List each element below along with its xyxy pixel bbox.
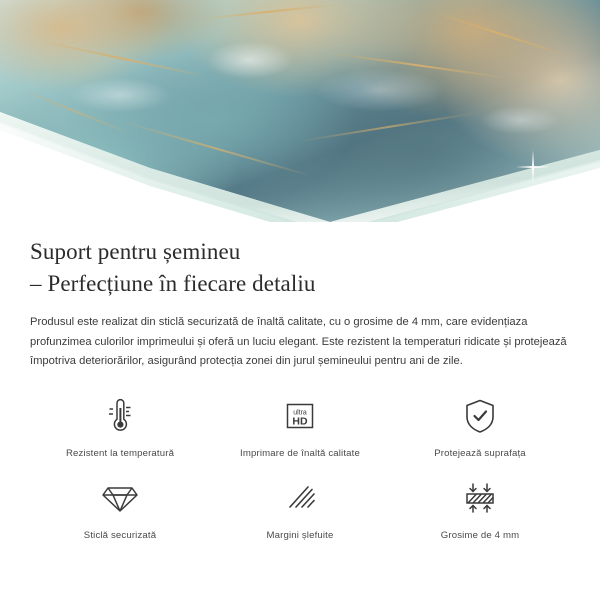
feature-label: Sticlă securizată: [83, 530, 157, 542]
svg-text:HD: HD: [292, 415, 308, 428]
polished-edges-icon: [277, 475, 323, 521]
feature-item: [30, 393, 210, 459]
page-title-line1: Suport pentru șemineu: [30, 239, 241, 264]
feature-label: Rezistent la temperatură: [65, 448, 175, 460]
diamond-icon: [97, 475, 143, 521]
ultra-hd-icon: [277, 393, 323, 439]
page-title: [30, 236, 570, 299]
hero-image: [0, 0, 600, 222]
page-title-line2: – Perfecțiune în fiecare detaliu: [30, 270, 316, 296]
feature-grid: [30, 393, 570, 541]
glass-bottom-face: [0, 112, 600, 222]
shield-check-icon: [457, 393, 503, 439]
feature-item: [390, 393, 570, 459]
feature-item: [210, 393, 390, 459]
feature-label: Imprimare de înaltă calitate: [240, 448, 360, 460]
feature-item: [30, 475, 210, 541]
glass-thickness-face: [0, 112, 600, 222]
thermometer-icon: [97, 393, 143, 439]
feature-item: [210, 475, 390, 541]
feature-item: [390, 475, 570, 541]
feature-label: Protejează suprafața: [434, 448, 526, 460]
feature-label: Margini șlefuite: [266, 530, 334, 542]
thickness-icon: [457, 475, 503, 521]
description-paragraph: Produsul este realizat din sticlă securizată de înaltă calitate, cu o grosime de 4 mm, care evidențiaza profunzimea culorilor imprimeului și oferă un luciu elegant. Este rezistent la temperaturi ridicate și protejează împotriva deteriorărilor, asigurând protecția zonei din jurul șemineului pentru ani de zile.: [30, 316, 567, 367]
feature-label: Grosime de 4 mm: [440, 530, 520, 542]
svg-text:ultra: ultra: [293, 409, 307, 417]
content-area: [0, 222, 600, 541]
glass-edge: [0, 112, 600, 222]
